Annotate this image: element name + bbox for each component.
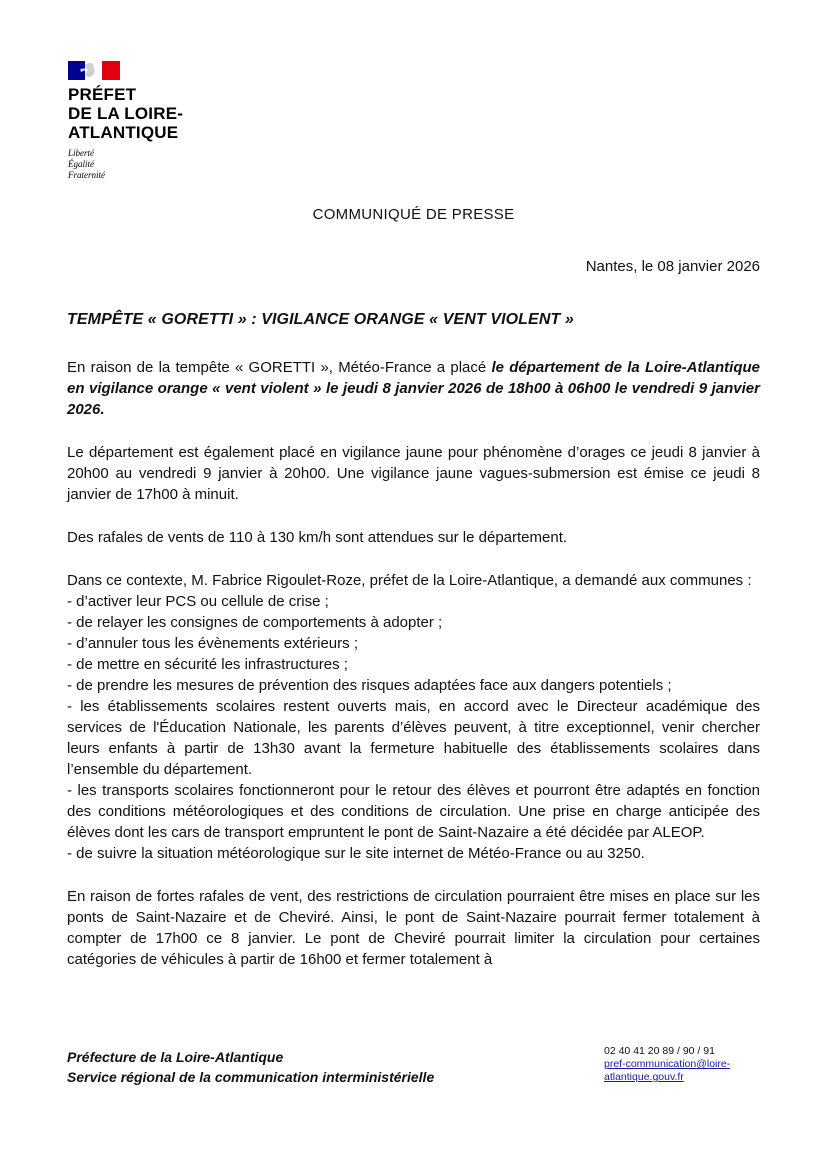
marianne-profile-icon [79, 61, 103, 80]
paragraph-rafales: Des rafales de vents de 110 à 130 km/h sont attendues sur le département. [67, 529, 568, 546]
logo-line: DE LA LOIRE- [68, 104, 184, 123]
list-item: - de relayer les consignes de comportements à adopter ; [67, 614, 443, 631]
logo-title [68, 85, 183, 142]
list-item: - de mettre en sécurité les infrastructures ; [67, 656, 348, 673]
email-part: pref-communication@loire- [604, 1058, 731, 1070]
motto-line: Égalité [68, 159, 94, 169]
list-item: - les établissements scolaires restent ouverts mais, en accord avec le Directeur académique des services de l'Éducation Nationale, les parents d’élèves peuvent, à titre exceptionnel, venir chercher leurs enfants à partir de 13h30 avant la fermeture habituelle des établissements scolaires dans l’ensemble du département. [67, 698, 760, 778]
footer-contact [604, 1045, 730, 1084]
footer-service-name: Service régional de la communication interministérielle [67, 1069, 435, 1085]
flag-red-band [102, 61, 120, 80]
email-part: atlantique.gouv.fr [604, 1071, 684, 1083]
footer-org-name: Préfecture de la Loire-Atlantique [67, 1049, 284, 1065]
marianne-flag-icon [68, 61, 120, 80]
press-release-body [67, 357, 760, 970]
paragraph-vigilance-orange [67, 357, 760, 420]
list-item: - d’annuler tous les évènements extérieurs ; [67, 635, 358, 652]
measures-list [67, 591, 760, 864]
logo-line: ATLANTIQUE [68, 123, 179, 142]
document-type-label: COMMUNIQUÉ DE PRESSE [312, 206, 515, 223]
list-item: - de prendre les mesures de prévention des risques adaptées face aux dangers potentiels ; [67, 677, 672, 694]
footer-email-link[interactable] [604, 1058, 730, 1083]
flag-white-band [85, 61, 102, 80]
logo-line: PRÉFET [68, 85, 137, 104]
emphasized-text: le département de la Loire-Atlantique en vigilance orange « vent violent » le jeudi 8 janvier 2026 de 18h00 à 06h00 le vendredi 9 janvier 2026. [67, 359, 760, 418]
motto-line: Liberté [68, 148, 94, 158]
paragraph-bridges: En raison de fortes rafales de vent, des restrictions de circulation pourraient être mises en place sur les ponts de Saint-Nazaire et de Cheviré. Ainsi, le pont de Saint-Nazaire pourrait fermer totalement à compter de 17h00 ce 8 janvier. Le pont de Cheviré pourrait limiter la circulation pour certaines catégories de véhicules à partir de 16h00 et fermer totalement à [67, 888, 760, 968]
footer-phone: 02 40 41 20 89 / 90 / 91 [604, 1045, 715, 1057]
page-title: TEMPÊTE « GORETTI » : VIGILANCE ORANGE « VENT VIOLENT » [67, 311, 574, 328]
list-item: - d’activer leur PCS ou cellule de crise ; [67, 593, 329, 610]
prefecture-logo [68, 61, 183, 181]
republic-motto [68, 148, 183, 181]
motto-line: Fraternité [68, 170, 105, 180]
list-item: - de suivre la situation météorologique sur le site internet de Météo-France ou au 3250. [67, 845, 645, 862]
paragraph-vigilance-jaune: Le département est également placé en vigilance jaune pour phénomène d’orages ce jeudi 8 janvier à 20h00 au vendredi 9 janvier à 20h00. Une vigilance jaune vagues-submersion est émise ce jeudi 8 janvier de 17h00 à minuit. [67, 444, 760, 503]
list-item: - les transports scolaires fonctionneront pour le retour des élèves et pourront être adaptés en fonction des conditions météorologiques et des conditions de circulation. Une prise en charge anticipée des élèves dont les cars de transport empruntent le pont de Saint-Nazaire a été décidée par ALEOP. [67, 782, 760, 841]
paragraph-text: En raison de la tempête « GORETTI », Météo-France a placé [67, 359, 492, 376]
paragraph-context: Dans ce contexte, M. Fabrice Rigoulet-Roze, préfet de la Loire-Atlantique, a demandé aux communes : [67, 572, 752, 589]
footer-organization [67, 1047, 434, 1087]
place-date: Nantes, le 08 janvier 2026 [585, 258, 760, 275]
